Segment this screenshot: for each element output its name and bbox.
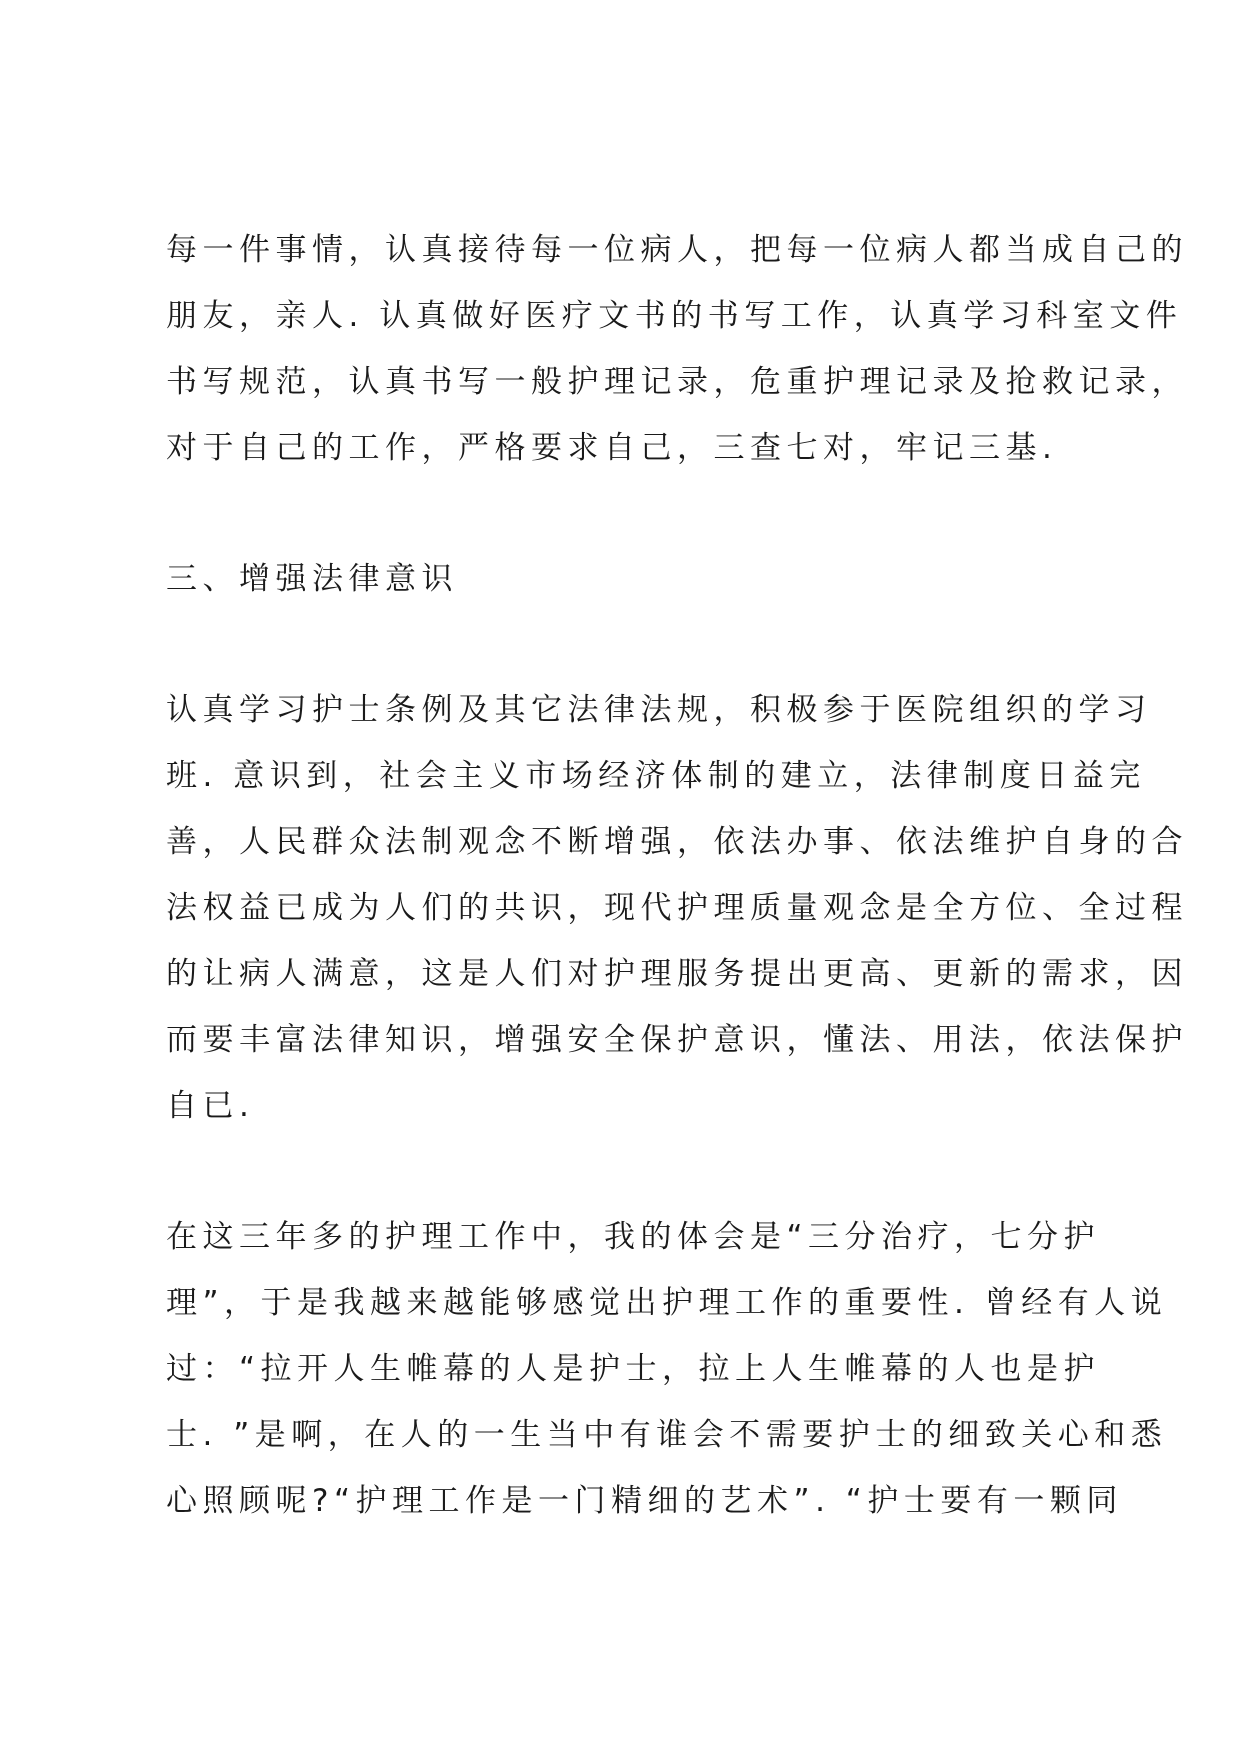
section-heading-3: 三、增强法律意识	[166, 561, 458, 597]
paragraph-2-line-4: 法权益已成为人们的共识，现代护理质量观念是全方位、全过程	[166, 890, 1188, 926]
paragraph-2-line-7: 自已.	[166, 1088, 255, 1124]
paragraph-2-line-3: 善，人民群众法制观念不断增强，依法办事、依法维护自身的合	[166, 824, 1188, 860]
paragraph-2-line-5: 的让病人满意，这是人们对护理服务提出更高、更新的需求，因	[166, 956, 1188, 992]
paragraph-2-line-6: 而要丰富法律知识，增强安全保护意识，懂法、用法，依法保护	[166, 1022, 1188, 1058]
paragraph-3-line-4: 士. ”是啊，在人的一生当中有谁会不需要护士的细致关心和悉	[166, 1417, 1168, 1453]
paragraph-1-line-4: 对于自己的工作，严格要求自己，三查七对，牢记三基.	[166, 430, 1058, 466]
paragraph-3-line-5: 心照顾呢?“护理工作是一门精细的艺术”. “护士要有一颗同	[166, 1483, 1123, 1519]
paragraph-2-line-2: 班. 意识到，社会主义市场经济体制的建立，法律制度日益完	[166, 758, 1146, 794]
paragraph-2-line-1: 认真学习护士条例及其它法律法规，积极参于医院组织的学习	[166, 692, 1152, 728]
paragraph-3-line-2: 理”，于是我越来越能够感觉出护理工作的重要性. 曾经有人说	[166, 1285, 1168, 1321]
paragraph-3-line-1: 在这三年多的护理工作中，我的体会是“三分治疗，七分护	[166, 1219, 1101, 1255]
paragraph-1-line-3: 书写规范，认真书写一般护理记录，危重护理记录及抢救记录，	[166, 364, 1188, 400]
paragraph-3-line-3: 过：“拉开人生帷幕的人是护士，拉上人生帷幕的人也是护	[166, 1351, 1101, 1387]
paragraph-1-line-1: 每一件事情，认真接待每一位病人，把每一位病人都当成自己的	[166, 232, 1188, 268]
paragraph-1-line-2: 朋友，亲人. 认真做好医疗文书的书写工作，认真学习科室文件	[166, 298, 1183, 334]
